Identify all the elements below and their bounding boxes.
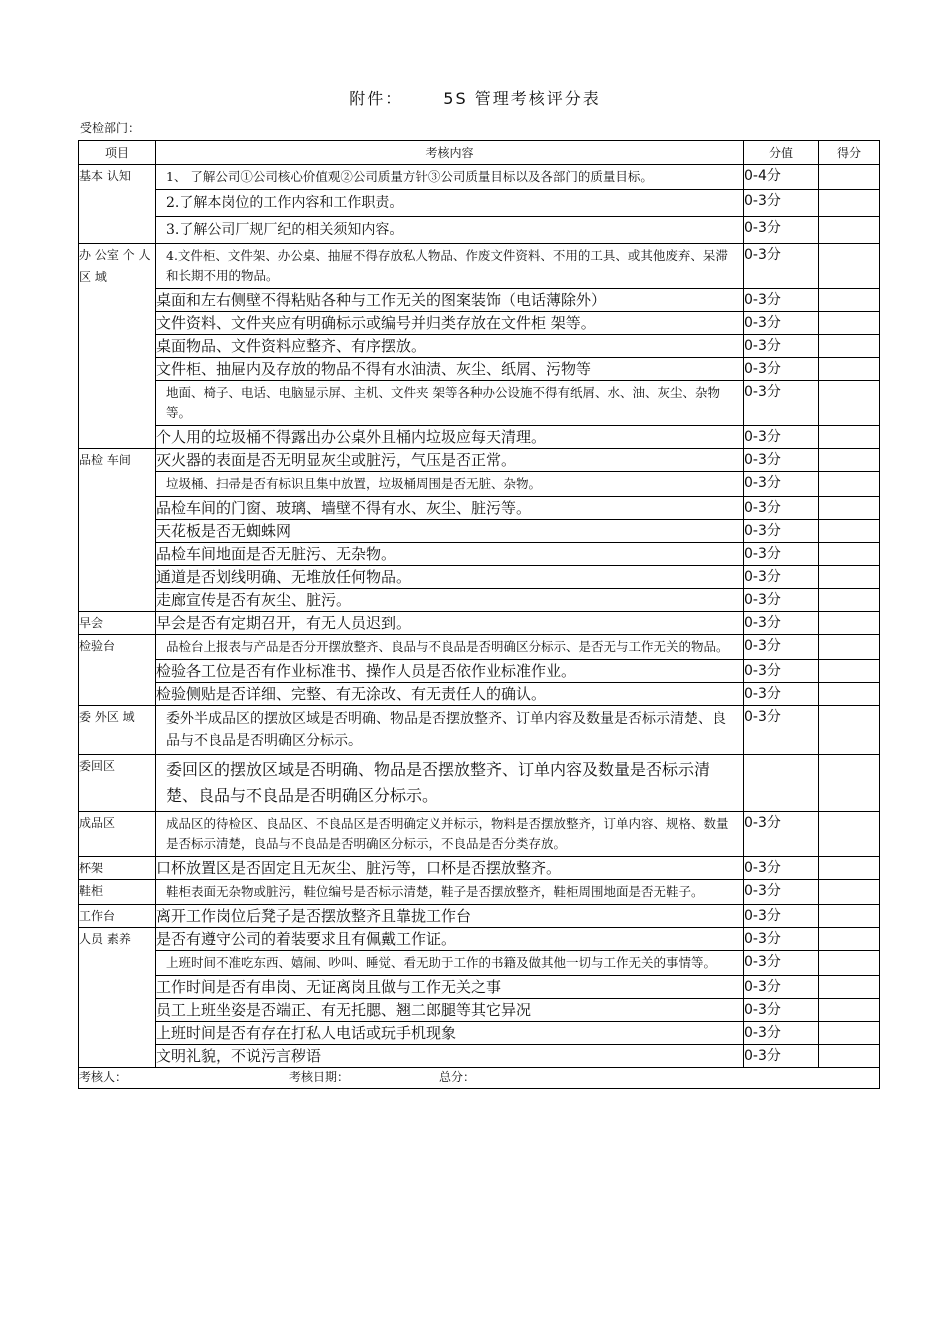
score-range-cell: 0-4分	[744, 165, 819, 190]
criteria-cell: 走廊宣传是否有灰尘、脏污。	[156, 589, 744, 612]
score-input-cell[interactable]	[819, 165, 880, 190]
score-range-cell: 0-3分	[744, 358, 819, 381]
category-cell: 委回区	[79, 755, 156, 812]
criteria-cell: 桌面和左右侧壁不得粘贴各种与工作无关的图案装饰（电话薄除外）	[156, 289, 744, 312]
table-row	[79, 543, 880, 566]
table-row	[79, 880, 880, 905]
score-range-cell: 0-3分	[744, 426, 819, 449]
table-row	[79, 217, 880, 244]
table-row	[79, 449, 880, 472]
score-range-cell: 0-3分	[744, 244, 819, 289]
criteria-cell: 品检车间的门窗、玻璃、墙壁不得有水、灰尘、脏污等。	[156, 497, 744, 520]
criteria-cell: 品检台上报表与产品是否分开摆放整齐、良品与不良品是否明确区分标示、是否无与工作无关的物品。	[156, 635, 744, 660]
score-input-cell[interactable]	[819, 857, 880, 880]
criteria-cell: 4.文件柜、文件架、办公桌、抽屉不得存放私人物品、作废文件资料、不用的工具、或其他废弃、呆滞和长期不用的物品。	[156, 244, 744, 289]
category-cell: 委 外区 域	[79, 706, 156, 755]
criteria-cell: 是否有遵守公司的着装要求且有佩戴工作证。	[156, 928, 744, 951]
table-row	[79, 635, 880, 660]
score-input-cell[interactable]	[819, 755, 880, 812]
score-range-cell: 0-3分	[744, 566, 819, 589]
score-input-cell[interactable]	[819, 951, 880, 976]
title-main: 5S 管理考核评分表	[443, 89, 601, 108]
category-cell: 检验台	[79, 635, 156, 706]
score-input-cell[interactable]	[819, 880, 880, 905]
table-row	[79, 976, 880, 999]
title-prefix: 附件：	[349, 89, 404, 108]
header-score: 得分	[819, 141, 880, 165]
category-cell: 杯架	[79, 857, 156, 880]
table-row	[79, 472, 880, 497]
inspected-department-label: 受检部门：	[80, 121, 141, 135]
score-range-cell: 0-3分	[744, 449, 819, 472]
score-range-cell: 0-3分	[744, 905, 819, 928]
score-range-cell: 0-3分	[744, 497, 819, 520]
score-range-cell: 0-3分	[744, 951, 819, 976]
table-row	[79, 335, 880, 358]
table-row	[79, 497, 880, 520]
table-row	[79, 812, 880, 857]
criteria-cell: 检验各工位是否有作业标准书、操作人员是否依作业标准作业。	[156, 660, 744, 683]
criteria-cell: 委回区的摆放区域是否明确、物品是否摆放整齐、订单内容及数量是否标示清楚、良品与不良品是否明确区分标示。	[156, 755, 744, 812]
score-input-cell[interactable]	[819, 520, 880, 543]
score-range-cell: 0-3分	[744, 381, 819, 426]
table-row	[79, 165, 880, 190]
criteria-cell: 天花板是否无蜘蛛网	[156, 520, 744, 543]
score-input-cell[interactable]	[819, 217, 880, 244]
table-row	[79, 566, 880, 589]
criteria-cell: 桌面物品、文件资料应整齐、有序摆放。	[156, 335, 744, 358]
table-row	[79, 660, 880, 683]
score-input-cell[interactable]	[819, 589, 880, 612]
table-row	[79, 857, 880, 880]
criteria-cell: 离开工作岗位后凳子是否摆放整齐且靠拢工作台	[156, 905, 744, 928]
score-range-cell: 0-3分	[744, 1022, 819, 1045]
score-range-cell: 0-3分	[744, 589, 819, 612]
table-row	[79, 755, 880, 812]
criteria-cell: 文件柜、抽屉内及存放的物品不得有水油渍、灰尘、纸屑、污物等	[156, 358, 744, 381]
category-cell: 基本 认知	[79, 165, 156, 244]
score-range-cell: 0-3分	[744, 928, 819, 951]
score-range-cell: 0-3分	[744, 857, 819, 880]
criteria-cell: 早会是否有定期召开，有无人员迟到。	[156, 612, 744, 635]
header-content: 考核内容	[156, 141, 744, 165]
score-input-cell[interactable]	[819, 449, 880, 472]
category-cell: 早会	[79, 612, 156, 635]
table-row	[79, 244, 880, 289]
score-range-cell: 0-3分	[744, 976, 819, 999]
criteria-cell: 检验侧贴是否详细、完整、有无涂改、有无责任人的确认。	[156, 683, 744, 706]
criteria-cell: 口杯放置区是否固定且无灰尘、脏污等，口杯是否摆放整齐。	[156, 857, 744, 880]
table-row	[79, 426, 880, 449]
score-input-cell[interactable]	[819, 635, 880, 660]
score-input-cell[interactable]	[819, 706, 880, 755]
score-range-cell: 0-3分	[744, 612, 819, 635]
footer-row	[79, 1068, 880, 1089]
score-range-cell: 0-3分	[744, 335, 819, 358]
table-row	[79, 381, 880, 426]
score-input-cell[interactable]	[819, 335, 880, 358]
table-row	[79, 589, 880, 612]
score-input-cell[interactable]	[819, 312, 880, 335]
score-range-cell: 0-3分	[744, 660, 819, 683]
score-input-cell[interactable]	[819, 566, 880, 589]
score-input-cell[interactable]	[819, 905, 880, 928]
table-row	[79, 999, 880, 1022]
table-row	[79, 951, 880, 976]
score-input-cell[interactable]	[819, 426, 880, 449]
table-row	[79, 520, 880, 543]
table-row	[79, 190, 880, 217]
criteria-cell: 成品区的待检区、良品区、不良品区是否明确定义并标示，物料是否摆放整齐，订单内容、规格、数量是否标示清楚，良品与不良品是否明确区分标示，不良品是否分类存放。	[156, 812, 744, 857]
criteria-cell: 垃圾桶、扫帚是否有标识且集中放置，垃圾桶周围是否无脏、杂物。	[156, 472, 744, 497]
table-row	[79, 289, 880, 312]
score-input-cell[interactable]	[819, 1022, 880, 1045]
category-cell: 办 公室 个 人区 域	[79, 244, 156, 449]
criteria-cell: 文明礼貌，不说污言秽语	[156, 1045, 744, 1068]
category-cell: 工作台	[79, 905, 156, 928]
table-row	[79, 358, 880, 381]
table-row	[79, 706, 880, 755]
table-row	[79, 1045, 880, 1068]
table-row	[79, 683, 880, 706]
criteria-cell: 文件资料、文件夹应有明确标示或编号并归类存放在文件柜 架等。	[156, 312, 744, 335]
score-range-cell: 0-3分	[744, 706, 819, 755]
score-input-cell[interactable]	[819, 683, 880, 706]
score-input-cell[interactable]	[819, 497, 880, 520]
criteria-cell: 灭火器的表面是否无明显灰尘或脏污，气压是否正常。	[156, 449, 744, 472]
score-range-cell: 0-3分	[744, 812, 819, 857]
criteria-cell: 个人用的垃圾桶不得露出办公桌外且桶内垃圾应每天清理。	[156, 426, 744, 449]
score-input-cell[interactable]	[819, 928, 880, 951]
criteria-cell: 上班时间是否有存在打私人电话或玩手机现象	[156, 1022, 744, 1045]
score-range-cell: 0-3分	[744, 190, 819, 217]
category-cell: 成品区	[79, 812, 156, 857]
criteria-cell: 工作时间是否有串岗、无证离岗且做与工作无关之事	[156, 976, 744, 999]
header-row	[79, 141, 880, 165]
score-range-cell: 0-3分	[744, 520, 819, 543]
footer-signature: 考核人： 考核日期： 总分：	[79, 1068, 880, 1089]
score-input-cell[interactable]	[819, 976, 880, 999]
category-cell: 鞋柜	[79, 880, 156, 905]
criteria-cell: 地面、椅子、电话、电脑显示屏、主机、文件夹 架等各种办公设施不得有纸屑、水、油、灰尘、杂物等。	[156, 381, 744, 426]
criteria-cell: 2.了解本岗位的工作内容和工作职责。	[156, 190, 744, 217]
score-range-cell: 0-3分	[744, 543, 819, 566]
score-table	[78, 140, 880, 1089]
criteria-cell: 通道是否划线明确、无堆放任何物品。	[156, 566, 744, 589]
score-input-cell[interactable]	[819, 612, 880, 635]
score-input-cell[interactable]	[819, 1045, 880, 1068]
table-row	[79, 312, 880, 335]
page-title	[0, 86, 950, 109]
score-input-cell[interactable]	[819, 244, 880, 289]
score-range-cell	[744, 755, 819, 812]
score-input-cell[interactable]	[819, 190, 880, 217]
criteria-cell: 品检车间地面是否无脏污、无杂物。	[156, 543, 744, 566]
score-range-cell: 0-3分	[744, 635, 819, 660]
table-row	[79, 928, 880, 951]
score-range-cell: 0-3分	[744, 217, 819, 244]
criteria-cell: 1、 了解公司①公司核心价值观②公司质量方针③公司质量目标以及各部门的质量目标。	[156, 165, 744, 190]
score-input-cell[interactable]	[819, 358, 880, 381]
score-range-cell: 0-3分	[744, 289, 819, 312]
criteria-cell: 上班时间不准吃东西、嬉闹、吵叫、睡觉、看无助于工作的书籍及做其他一切与工作无关的事情等。	[156, 951, 744, 976]
score-range-cell: 0-3分	[744, 683, 819, 706]
table-row	[79, 905, 880, 928]
category-cell: 品检 车间	[79, 449, 156, 612]
table-body	[79, 165, 880, 1068]
header-item: 项目	[79, 141, 156, 165]
score-input-cell[interactable]	[819, 381, 880, 426]
score-input-cell[interactable]	[819, 999, 880, 1022]
table-row	[79, 612, 880, 635]
criteria-cell: 鞋柜表面无杂物或脏污，鞋位编号是否标示清楚，鞋子是否摆放整齐，鞋柜周围地面是否无鞋子。	[156, 880, 744, 905]
criteria-cell: 委外半成品区的摆放区域是否明确、物品是否摆放整齐、订单内容及数量是否标示清楚、良品与不良品是否明确区分标示。	[156, 706, 744, 755]
score-input-cell[interactable]	[819, 472, 880, 497]
score-range-cell: 0-3分	[744, 472, 819, 497]
score-range-cell: 0-3分	[744, 999, 819, 1022]
header-score-range: 分值	[744, 141, 819, 165]
criteria-cell: 员工上班坐姿是否端正、有无托腮、翘二郎腿等其它异况	[156, 999, 744, 1022]
score-range-cell: 0-3分	[744, 312, 819, 335]
score-input-cell[interactable]	[819, 289, 880, 312]
table-row	[79, 1022, 880, 1045]
category-cell: 人员 素养	[79, 928, 156, 1068]
score-range-cell: 0-3分	[744, 1045, 819, 1068]
criteria-cell: 3.了解公司厂规厂纪的相关须知内容。	[156, 217, 744, 244]
score-input-cell[interactable]	[819, 543, 880, 566]
score-input-cell[interactable]	[819, 660, 880, 683]
score-range-cell: 0-3分	[744, 880, 819, 905]
score-input-cell[interactable]	[819, 812, 880, 857]
